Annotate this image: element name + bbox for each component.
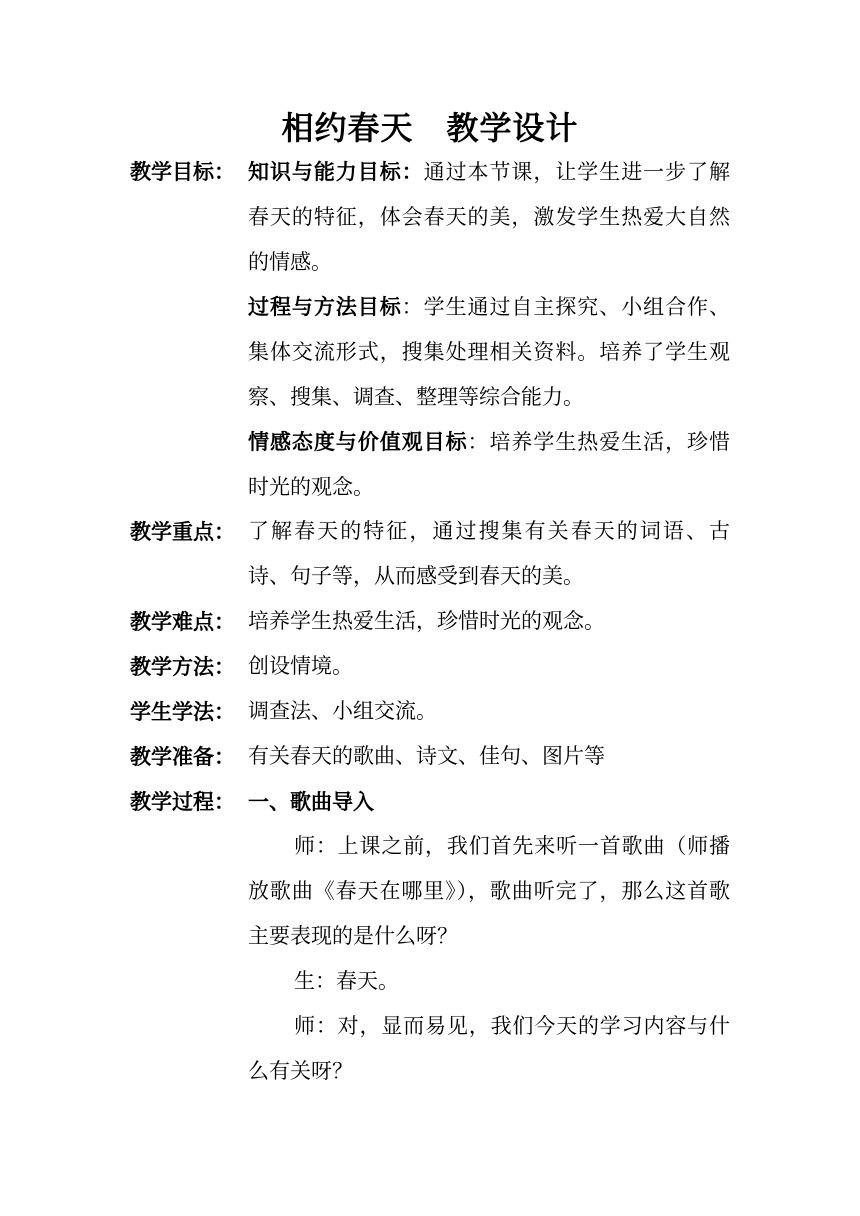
goal-text: 通过本节课，让学生进一步了解春天的特征，体会春天的美，激发学生热爱大自然的情感。 [248, 160, 731, 274]
key-points-text: 了解春天的特征，通过搜集有关春天的词语、古诗、句子等，从而感受到春天的美。 [248, 519, 730, 588]
goal-heading: 情感态度与价值观目标 [248, 429, 468, 454]
process-section-heading: 一、歌曲导入 [248, 789, 374, 814]
process-paragraph: 师：上课之前，我们首先来听一首歌曲（师播放歌曲《春天在哪里》），歌曲听完了，那么这首歌主要表现的是什么呀？ [248, 834, 730, 948]
goal-heading: 过程与方法目标 [248, 294, 402, 319]
key-points-label: 教学重点： [130, 519, 235, 544]
goal-item-process [248, 284, 730, 420]
process-paragraph: 师：对，显而易见，我们今天的学习内容与什么有关呀？ [248, 1014, 730, 1083]
process-paragraph: 生：春天。 [294, 969, 399, 993]
difficulties-label: 教学难点： [130, 609, 235, 634]
document-title: 相约春天 教学设计 [281, 109, 579, 147]
study-text: 调查法、小组交流。 [248, 699, 437, 723]
goal-item-emotion [248, 419, 730, 510]
goal-text: 学生通过自主探究、小组合作、集体交流形式，搜集处理相关资料。培养了学生观察、搜集、调查、整理等综合能力。 [248, 295, 731, 409]
goal-item-knowledge [248, 149, 730, 285]
goal-heading-separator: ： [467, 430, 490, 454]
difficulties-text: 培养学生热爱生活，珍惜时光的观念。 [248, 609, 605, 633]
teaching-goals-label: 教学目标： [130, 159, 235, 184]
goal-heading: 知识与能力目标 [248, 159, 402, 184]
process-label: 教学过程： [130, 789, 235, 814]
prep-label: 教学准备： [130, 744, 235, 769]
goal-text: 培养学生热爱生活，珍惜时光的观念。 [248, 430, 731, 499]
study-label: 学生学法： [130, 699, 235, 724]
methods-text: 创设情境。 [248, 654, 353, 678]
prep-text: 有关春天的歌曲、诗文、佳句、图片等 [248, 744, 605, 768]
goal-heading-separator: ： [401, 159, 424, 184]
goal-heading-separator: ： [401, 295, 424, 319]
methods-label: 教学方法： [130, 654, 235, 679]
